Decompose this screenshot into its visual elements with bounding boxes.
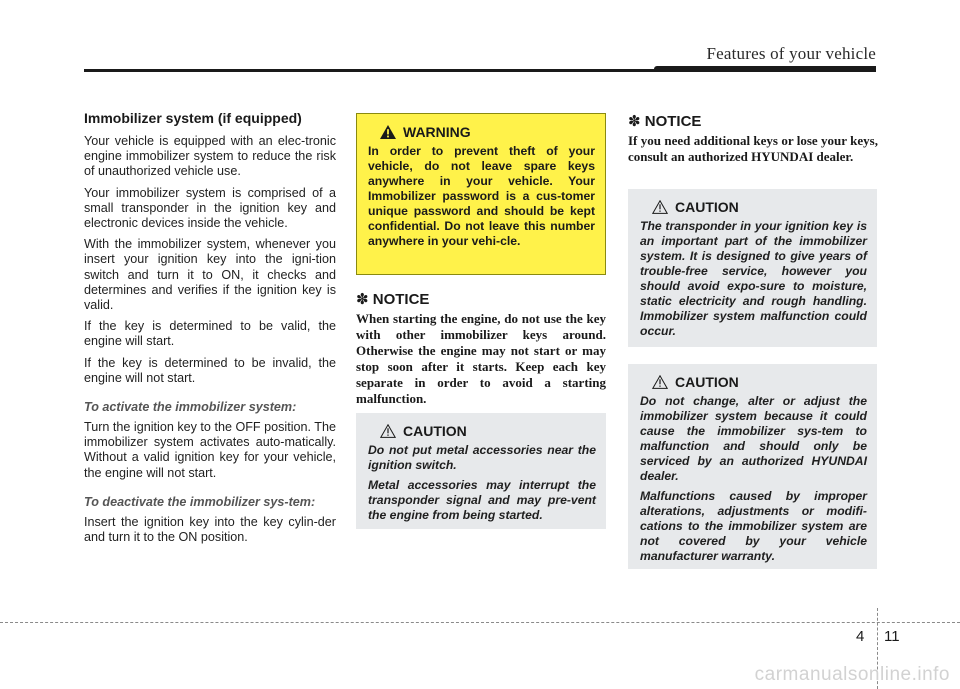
header-rule-accent	[654, 66, 876, 72]
caution-title	[652, 199, 867, 215]
caution-text: Metal accessories may interrupt the transponder signal and may pre-vent the engine from being started.	[368, 478, 596, 522]
caution-text: The transponder in your ignition key is an important part of the immobilizer system. It is designed to give years of trouble-free service, however you should avoid expo-sure to moisture, static electricity and rough handling. Immobilizer system malfunction could occur.	[640, 219, 867, 338]
footer-rule	[0, 622, 960, 623]
notice-text: When starting the engine, do not use the key with other immobilizer keys around. Otherwise the engine may not start or may stop soon after it starts. Keep each key separate in order to avoid a starting malfunction.	[356, 311, 606, 406]
caution-title-text: CAUTION	[675, 374, 739, 390]
deactivate-text: Insert the ignition key into the key cylin-der and turn it to the ON position.	[84, 514, 336, 545]
deactivate-heading: To deactivate the immobilizer sys-tem:	[84, 494, 316, 509]
header-title: Features of your vehicle	[706, 44, 876, 63]
caution-title-text: CAUTION	[675, 199, 739, 215]
activate-text: Turn the ignition key to the OFF position. The immobilizer system activates auto-matically. Without a valid ignition key for your vehicle, the engine will not start.	[84, 420, 337, 480]
section-heading: Immobilizer system (if equipped)	[84, 110, 302, 126]
notice-text: If you need additional keys or lose your keys, consult an authorized HYUNDAI dealer.	[628, 133, 878, 164]
caution-title	[652, 374, 867, 390]
caution-title-text: CAUTION	[403, 423, 467, 439]
caution-box	[628, 189, 877, 347]
page-number: 11	[884, 628, 900, 645]
warning-box	[356, 113, 606, 275]
caution-box	[356, 413, 606, 529]
left-column	[84, 110, 336, 551]
chapter-number: 4	[856, 628, 865, 645]
caution-triangle-outline-icon	[380, 424, 396, 438]
paragraph: If the key is determined to be invalid, the engine will not start.	[84, 355, 336, 385]
caution-triangle-outline-icon	[652, 200, 668, 214]
paragraph: Your immobilizer system is comprised of a small transponder in the ignition key and electronic devices inside the vehicle.	[84, 185, 336, 231]
warning-title	[380, 124, 595, 140]
caution-title	[380, 423, 596, 439]
warning-title-text: WARNING	[403, 124, 471, 140]
caution-text: Do not change, alter or adjust the immobilizer system because it could cause the immobilizer sys-tem to malfunction and should only be serviced by an authorized HYUNDAI dealer.	[640, 394, 867, 483]
notice-title: ✽ NOTICE	[356, 291, 430, 308]
caution-triangle-outline-icon	[652, 375, 668, 389]
warning-text: In order to prevent theft of your vehicle, do not leave spare keys anywhere in your vehicle. Your Immobilizer password is a cus-tomer unique password and should be kept confidential. Do not leave this number anywhere in your vehi-cle.	[368, 144, 595, 248]
paragraph: With the immobilizer system, whenever you insert your ignition key into the igni-tion switch and turn it to ON, it checks and determines and verifies if the ignition key is valid.	[84, 237, 336, 313]
caution-text: Malfunctions caused by improper alterations, adjustments or modifi-cations to the immobilizer system are not covered by your vehicle manufacturer warranty.	[640, 489, 867, 563]
notice-title: ✽ NOTICE	[628, 113, 702, 130]
warning-triangle-filled-icon	[380, 125, 396, 139]
paragraph: If the key is determined to be valid, the engine will start.	[84, 319, 336, 349]
paragraph: Your vehicle is equipped with an elec-tronic engine immobilizer system to reduce the risk of unauthorized vehicle use.	[84, 134, 336, 179]
activate-heading: To activate the immobilizer system:	[84, 400, 297, 415]
watermark: carmanualsonline.info	[754, 664, 950, 685]
caution-text: Do not put metal accessories near the ignition switch.	[368, 443, 596, 472]
caution-box	[628, 364, 877, 569]
